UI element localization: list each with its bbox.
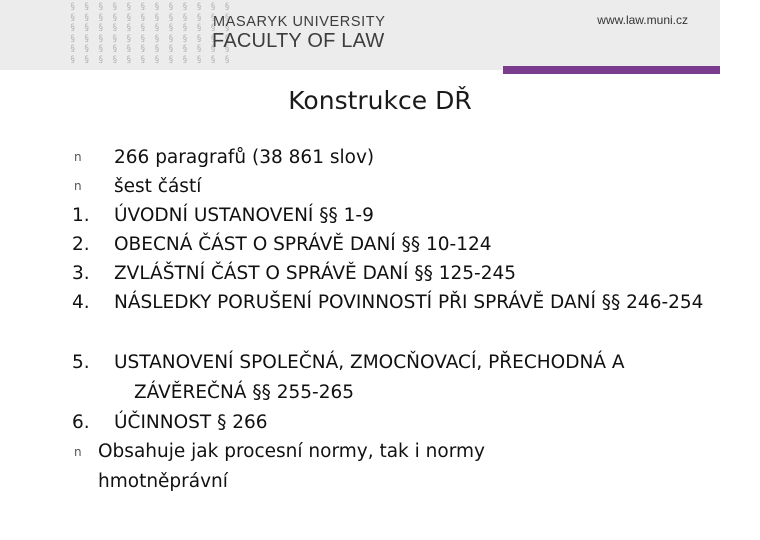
list-item-text: šest částí	[114, 176, 202, 197]
paragraph-pattern-logo: § § § § § § § § § § § § § § § § § § § § § § § § § § § § § § § § § § § § § § § § § § § § § § § § § § § § § § § § § § § § § § § § § § § § § § § §	[70, 2, 232, 65]
list-item-text: USTANOVENÍ SPOLEČNÁ, ZMOCŇOVACÍ, PŘECHODNÁ A ZÁVĚREČNÁ §§ 255-265	[114, 352, 625, 403]
bullet-marker: n	[74, 179, 82, 193]
list-item-text: 266 paragrafů (38 861 slov)	[114, 147, 375, 168]
list-number: 5.	[72, 352, 90, 373]
list-number: 6.	[72, 412, 90, 433]
list-number: 4.	[72, 292, 90, 313]
list-item-text: OBECNÁ ČÁST O SPRÁVĚ DANÍ §§ 10-124	[114, 234, 492, 255]
slide-title: Konstrukce DŘ	[288, 86, 472, 115]
list-item	[0, 230, 720, 259]
list-item	[0, 408, 720, 437]
accent-bar	[503, 66, 720, 74]
list-item-text: ZVLÁŠTNÍ ČÁST O SPRÁVĚ DANÍ §§ 125-245	[114, 263, 517, 284]
list-item-text: ÚVODNÍ USTANOVENÍ §§ 1-9	[114, 205, 374, 226]
list-item-text: ÚČINNOST § 266	[114, 412, 268, 433]
website-url: www.law.muni.cz	[597, 13, 688, 27]
list-number: 1.	[72, 205, 90, 226]
faculty-name: FACULTY OF LAW	[212, 30, 385, 52]
list-item	[0, 172, 720, 201]
list-item-text: NÁSLEDKY PORUŠENÍ POVINNOSTÍ PŘI SPRÁVĚ DANÍ §§ 246-254	[114, 292, 704, 313]
list-item	[0, 288, 720, 348]
list-number: 2.	[72, 234, 90, 255]
university-name: MASARYK UNIVERSITY	[213, 14, 386, 30]
list-item	[0, 143, 720, 172]
list-item	[0, 259, 720, 288]
list-item	[0, 348, 720, 408]
bullet-marker: n	[74, 445, 82, 459]
header-banner	[0, 0, 720, 70]
list-item-text: Obsahuje jak procesní normy, tak i normy hmotněprávní	[98, 441, 485, 492]
list-item	[0, 201, 720, 230]
list-number: 3.	[72, 263, 90, 284]
list-item	[0, 437, 720, 497]
slide-content	[0, 143, 720, 497]
bullet-marker: n	[74, 150, 82, 164]
